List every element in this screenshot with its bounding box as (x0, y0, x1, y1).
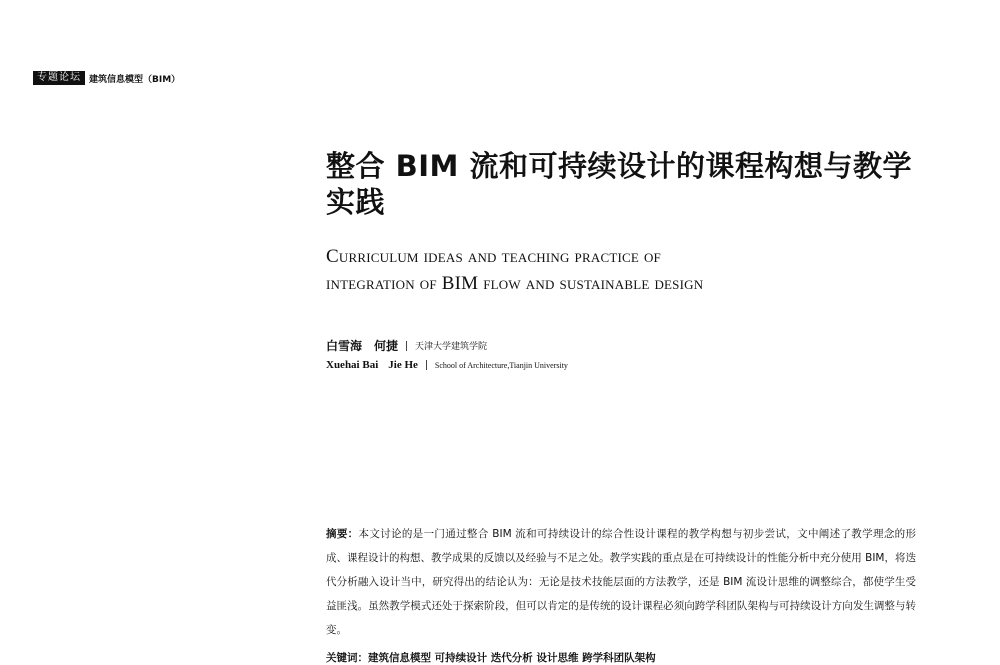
title-chinese: 整合 BIM 流和可持续设计的课程构想与教学实践 (326, 149, 912, 219)
author-name-2-cn: 何捷 (374, 339, 399, 353)
section-series: 建筑信息模型（BIM） (89, 74, 181, 85)
abstract-text: 本文讨论的是一门通过整合 BIM 流和可持续设计的综合性设计课程的教学构想与初步尝试，文中阐述了教学理念的形成、课程设计的构想、教学成果的反馈以及经验与不足之处。教学实践的重点是在可持续设计的性能分析中充分使用 BIM，将迭代分析融入设计当中，研究得出的结论认为：无论是技术技能层面的方法教学，还是 BIM 流设计思维的调整综合，都使学生受益匪浅。虽然教学模式还处于探索阶段，但可以肯定的是传统的设计课程必须向跨学科团队架构与可持续设计方向发生调整与转变。 (326, 528, 917, 636)
author-name-2-en: Jie He (388, 359, 418, 371)
affiliation-chinese: 天津大学建筑学院 (415, 342, 488, 352)
page-header (33, 71, 180, 85)
author-name-1-cn: 白雪海 (326, 339, 363, 353)
abstract-label: 摘要： (326, 528, 359, 540)
authors-chinese (326, 337, 487, 354)
title-english (326, 243, 926, 297)
author-name-1-en: Xuehai Bai (326, 359, 379, 371)
separator (426, 360, 427, 370)
title-english-line-1: Curriculum ideas and teaching practice of (326, 246, 661, 267)
authors-english (326, 359, 568, 371)
abstract (326, 522, 916, 642)
keywords-text: 建筑信息模型 可持续设计 迭代分析 设计思维 跨学科团队架构 (368, 652, 656, 664)
title-english-line-2: integration of BIM flow and sustainable design (326, 273, 704, 294)
separator (406, 341, 407, 351)
keywords (326, 650, 916, 665)
affiliation-english: School of Architecture,Tianjin University (434, 360, 568, 370)
section-badge: 专题论坛 (33, 71, 85, 85)
keywords-label: 关键词： (326, 652, 368, 664)
